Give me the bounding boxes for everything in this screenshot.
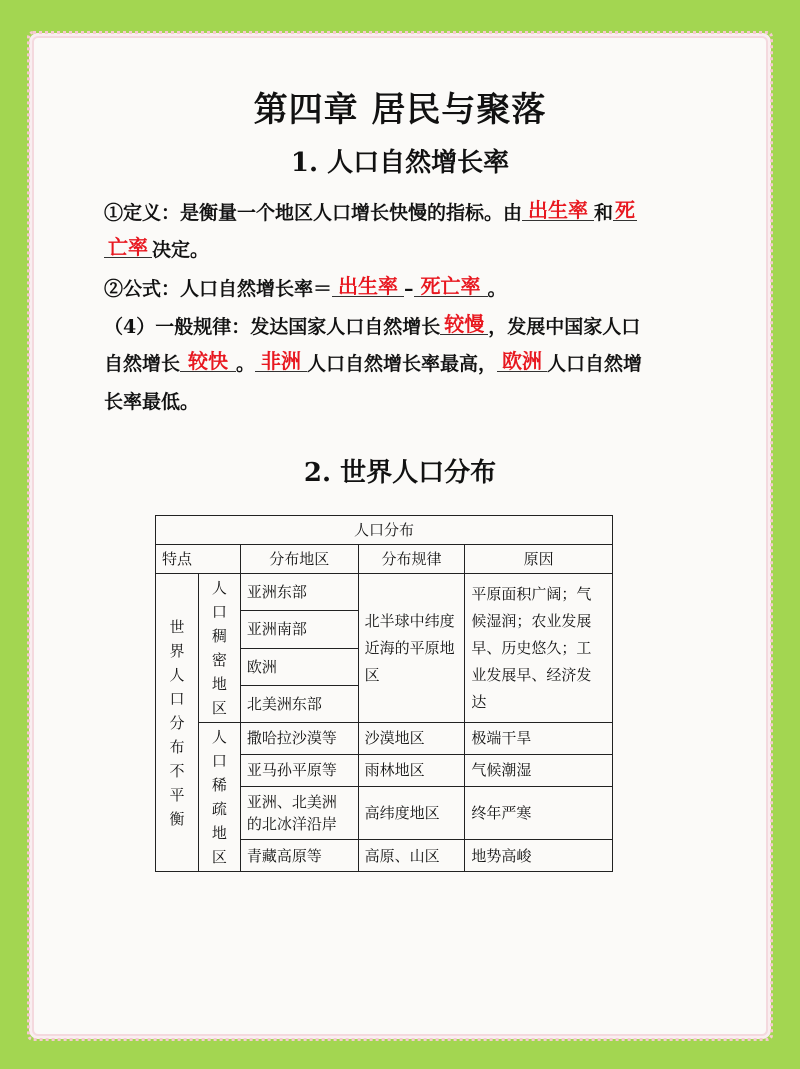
region-cell: 北美洲东部 [240,685,358,722]
rule-cell: 雨林地区 [358,754,465,786]
section1-heading: 1. 人口自然增长率 [290,148,510,178]
answer-birth-rate: 出生率 [522,200,594,221]
reason-cell: 地势高峻 [465,840,613,872]
definition-line2: 亡率 决定。 [104,235,714,262]
rule-line2: 自然增长 较快 。 非洲 人口自然增长率最高， 欧洲 人口自然增 [104,349,643,375]
dense-rule: 北半球中纬度近海的平原地区 [358,574,465,723]
table-caption-row [156,516,613,545]
header-rule: 分布规律 [358,545,465,574]
answer-death-rate-part2: 亡率 [104,237,152,258]
region-cell: 亚洲东部 [240,574,358,611]
region-cell: 撒哈拉沙漠等 [240,723,358,755]
answer-formula-birth-rate: 出生率 [332,276,404,297]
region-cell: 欧洲 [240,648,358,685]
reason-cell: 极端干旱 [465,723,613,755]
population-distribution-table [155,515,613,872]
region-cell: 青藏高原等 [240,840,358,872]
header-feature: 特点 [156,545,241,574]
answer-africa: 非洲 [255,351,307,372]
reason-cell: 终年严寒 [465,786,613,840]
dense-reason: 平原面积广阔；气候湿润；农业发展早、历史悠久；工业发展早、经济发达 [465,574,613,723]
formula-line: ②公式：人口自然增长率＝ 出生率 – 死亡率 。 [104,274,507,300]
answer-europe: 欧洲 [497,351,547,372]
table-header-row [156,545,613,574]
dense-label: 人口稠密地区 [198,574,240,723]
rule-line1: （4）一般规律：发达国家人口自然增长 较慢 ，发展中国家人口 [104,312,641,338]
reason-cell: 气候潮湿 [465,754,613,786]
table-row [156,723,613,755]
answer-developing-fast: 较快 [180,351,236,372]
definition-line1: ①定义：是衡量一个地区人口增长快慢的指标。由 出生率 和 死 [104,198,636,224]
answer-developed-slow: 较慢 [440,314,488,335]
worksheet-paper [34,38,766,1034]
table-caption: 人口分布 [156,516,613,545]
feature-uneven: 世界人口分布不平衡 [156,574,199,872]
rule-cell: 高纬度地区 [358,786,465,840]
section2-heading: 2. 世界人口分布 [303,458,497,488]
answer-formula-death-rate: 死亡率 [414,276,488,297]
table-row [156,574,613,611]
rule-cell: 沙漠地区 [358,723,465,755]
header-reason: 原因 [465,545,613,574]
header-region: 分布地区 [240,545,358,574]
region-cell: 亚马孙平原等 [240,754,358,786]
sparse-label: 人口稀疏地区 [198,723,240,872]
rule-cell: 高原、山区 [358,840,465,872]
rule-line3: 长率最低。 [104,391,200,413]
chapter-title: 第四章 居民与聚落 [253,90,547,130]
answer-death-rate-part1: 死 [615,198,636,222]
region-cell: 亚洲南部 [240,611,358,648]
region-cell: 亚洲、北美洲的北冰洋沿岸 [240,786,358,840]
